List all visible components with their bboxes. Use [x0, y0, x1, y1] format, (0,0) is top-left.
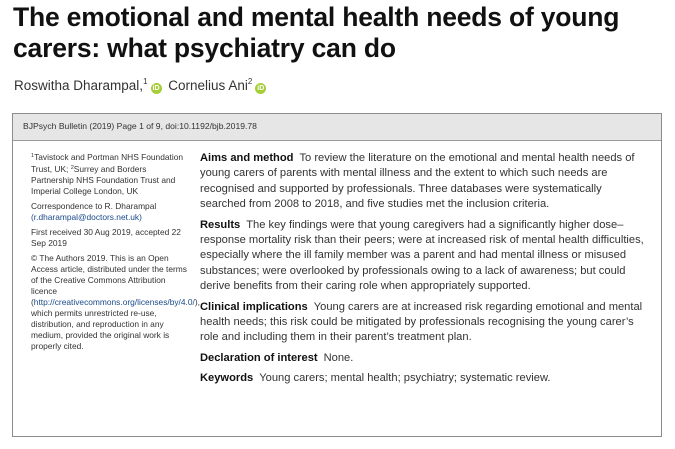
author-name: Roswitha Dharampal, — [14, 78, 144, 93]
clinical-implications-section — [200, 300, 648, 346]
affiliation-marker: 2 — [247, 77, 253, 86]
section-text: Young carers are at increased risk regarding emotional and mental health needs; this risk could be mitigated by professionals recognising the young carer’s role and including them in their parent’s treatment plan. — [200, 300, 643, 344]
affiliation-text: Tavistock and Portman NHS Foundation Trust, UK; — [31, 152, 184, 174]
license-text: ), which permits unrestricted re-use, distribution, and reproduction in any medium, provided the original work is properly cited. — [31, 297, 200, 351]
abstract-body — [200, 151, 648, 392]
affiliation-marker: 1 — [143, 77, 148, 86]
section-heading: Declaration of interest — [200, 351, 318, 364]
article-sidebar — [31, 151, 200, 356]
abstract-box — [12, 113, 662, 437]
section-text: Young carers; mental health; psychiatry; systematic review. — [259, 372, 551, 385]
keywords-section — [200, 371, 648, 386]
author-name: Cornelius Ani — [168, 78, 248, 93]
affiliation-marker: 2 — [70, 165, 74, 171]
affiliation-marker: 1 — [31, 153, 35, 159]
results-section — [200, 218, 648, 295]
correspondence-email-link[interactable]: (r.dharampal@doctors.net.uk) — [31, 212, 142, 222]
affiliations — [31, 151, 191, 197]
orcid-icon[interactable]: iD — [152, 85, 160, 92]
journal-citation: BJPsych Bulletin (2019) Page 1 of 9, doi:10.1192/bjb.2019.78 — [23, 121, 257, 131]
declaration-section — [200, 351, 648, 366]
section-text: To review the literature on the emotional and mental health needs of young carers of parents with mental illness and the extent to which such needs are recognised and supported by professionals. Three databases were systematically searched from 2008 to 2018, and five studies met the inclusion criteria. — [200, 152, 635, 211]
section-heading: Results — [200, 218, 241, 231]
section-heading: Clinical implications — [200, 300, 308, 313]
journal-header-band — [13, 114, 661, 141]
article-title: The emotional and mental health needs of young carers: what psychiatry can do — [13, 2, 620, 63]
orcid-icon[interactable]: iD — [257, 85, 265, 92]
correspondence — [31, 201, 191, 223]
aims-section — [200, 151, 648, 213]
section-heading: Aims and method — [200, 152, 294, 164]
section-heading: Keywords — [200, 372, 254, 385]
affiliation-text: Surrey and Borders Partnership NHS Foundation Trust and Imperial College London, UK — [31, 164, 176, 196]
license-link[interactable]: http://creativecommons.org/licenses/by/4.0/ — [33, 297, 195, 307]
author-line — [14, 77, 269, 94]
received-dates: First received 30 Aug 2019, accepted 22 Sep 2019 — [31, 227, 181, 248]
correspondence-label: Correspondence to R. Dharampal — [31, 201, 157, 211]
section-text: The key findings were that young caregivers had a significantly higher dose–response mortality risk than their peers; were at increased risk of mental health difficulties, especially where the ill family member was a parent and had mental illness or misused substances; were overlooked by professionals owing to a lack of awareness; but could derive benefits from their caring role when appropriately supported. — [200, 218, 644, 293]
section-text: None. — [323, 351, 354, 364]
license-notice — [31, 253, 200, 352]
license-text: © The Authors 2019. This is an Open Access article, distributed under the terms of the Creative Commons Attribution licence ( — [31, 253, 187, 307]
